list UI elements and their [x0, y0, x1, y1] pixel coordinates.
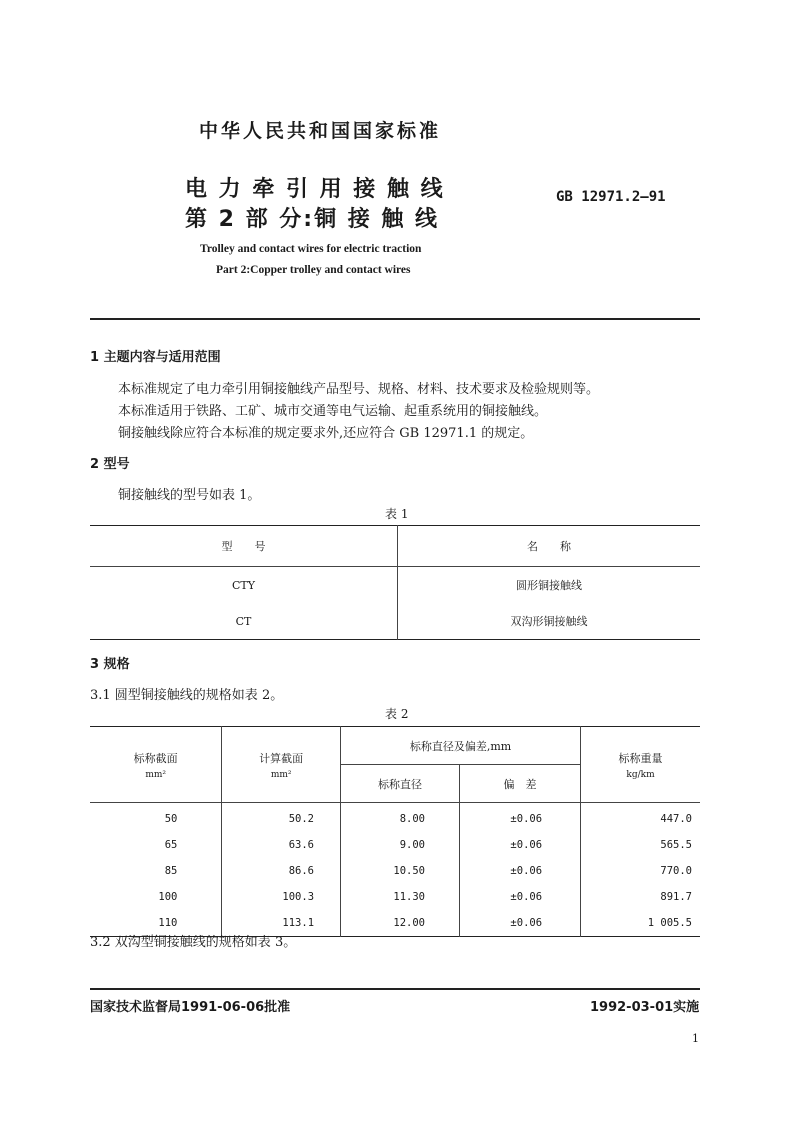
table2-cell: 11.30	[341, 884, 460, 910]
table1-header-row	[90, 526, 700, 567]
table1-cell-model: CTY	[90, 567, 398, 604]
table2-cell: 10.50	[341, 858, 460, 884]
table2-header-nominal-section-unit: mm²	[145, 769, 167, 780]
table2-header-calc-section	[222, 727, 341, 803]
table1-header-name: 名 称	[398, 526, 701, 567]
table1-model-types	[90, 525, 700, 640]
table2-round-wire-specs	[90, 726, 700, 937]
table1-cell-name: 圆形铜接触线	[516, 579, 582, 592]
table-row	[90, 832, 700, 858]
footer-divider	[90, 988, 700, 990]
table2-cell: 50	[90, 803, 222, 833]
table2-cell: ±0.06	[459, 884, 580, 910]
table2-cell: 100.3	[222, 884, 341, 910]
table2-cell: 1 005.5	[581, 910, 700, 937]
section1-heading: 1 主题内容与适用范围	[90, 350, 221, 365]
table2-cell: 12.00	[341, 910, 460, 937]
table1-header-model: 型 号	[90, 526, 398, 567]
page-number: 1	[692, 1032, 699, 1045]
table2-header-nominal-weight-label: 标称重量	[618, 751, 663, 765]
approval-info: 国家技术监督局1991-06-06批准	[90, 1000, 291, 1015]
section2-heading: 2 型号	[90, 457, 130, 472]
section3-heading: 3 规格	[90, 657, 130, 672]
document-title-en-line2: Part 2:Copper trolley and contact wires	[216, 264, 411, 276]
header-divider	[90, 318, 700, 320]
table2-header-diameter-group: 标称直径及偏差,mm	[341, 727, 581, 765]
section1-para2: 本标准适用于铁路、工矿、城市交通等电气运输、起重系统用的铜接触线。	[118, 404, 548, 419]
table-row	[90, 884, 700, 910]
table2-cell: 770.0	[581, 858, 700, 884]
table2-header-nominal-section	[90, 727, 222, 803]
table2-caption: 表 2	[385, 707, 409, 721]
table2-header-nominal-weight-unit: kg/km	[626, 769, 655, 780]
table-row	[90, 567, 700, 604]
document-title-cn-line1: 电 力 牵 引 用 接 触 线	[185, 177, 445, 202]
table1-caption: 表 1	[385, 507, 409, 521]
table2-header-nominal-section-label: 标称截面	[133, 751, 178, 765]
table2-cell: ±0.06	[459, 910, 580, 937]
table2-header-deviation: 偏 差	[459, 765, 580, 803]
table2-header-calc-section-label: 计算截面	[259, 751, 304, 765]
table-row	[90, 858, 700, 884]
table2-cell: ±0.06	[459, 803, 580, 833]
table2-cell: ±0.06	[459, 858, 580, 884]
table2-cell: 113.1	[222, 910, 341, 937]
country-standard-title: 中华人民共和国国家标准	[199, 120, 442, 142]
document-title-cn-line2: 第 2 部 分:铜 接 触 线	[185, 207, 440, 232]
table2-cell: 100	[90, 884, 222, 910]
table2-cell: 50.2	[222, 803, 341, 833]
table2-cell: 110	[90, 910, 222, 937]
table2-header-calc-section-unit: mm²	[270, 769, 292, 780]
table-row	[90, 603, 700, 640]
section2-intro: 铜接触线的型号如表 1。	[118, 488, 261, 503]
table2-cell: 86.6	[222, 858, 341, 884]
section3-sub31: 3.1 圆型铜接触线的规格如表 2。	[90, 688, 284, 703]
standard-number: GB 12971.2—91	[556, 189, 666, 205]
table-row	[90, 803, 700, 833]
table2-header-nominal-weight	[581, 727, 700, 803]
table2-header-row1	[90, 727, 700, 765]
document-title-en-line1: Trolley and contact wires for electric traction	[200, 243, 422, 255]
table2-cell: ±0.06	[459, 832, 580, 858]
table2-cell: 565.5	[581, 832, 700, 858]
table2-cell: 891.7	[581, 884, 700, 910]
section1-para3: 铜接触线除应符合本标准的规定要求外,还应符合 GB 12971.1 的规定。	[118, 426, 534, 441]
table2-cell: 85	[90, 858, 222, 884]
table2-cell: 63.6	[222, 832, 341, 858]
table2-cell: 8.00	[341, 803, 460, 833]
table2-cell: 65	[90, 832, 222, 858]
section3-sub32: 3.2 双沟型铜接触线的规格如表 3。	[90, 935, 297, 950]
table1-cell-model: CT	[90, 603, 398, 640]
table2-cell: 9.00	[341, 832, 460, 858]
table2-header-nominal-diameter: 标称直径	[341, 765, 460, 803]
table2-cell: 447.0	[581, 803, 700, 833]
implementation-date: 1992-03-01实施	[590, 1000, 700, 1015]
section1-para1: 本标准规定了电力牵引用铜接触线产品型号、规格、材料、技术要求及检验规则等。	[118, 382, 600, 397]
table1-cell-name: 双沟形铜接触线	[510, 615, 588, 628]
